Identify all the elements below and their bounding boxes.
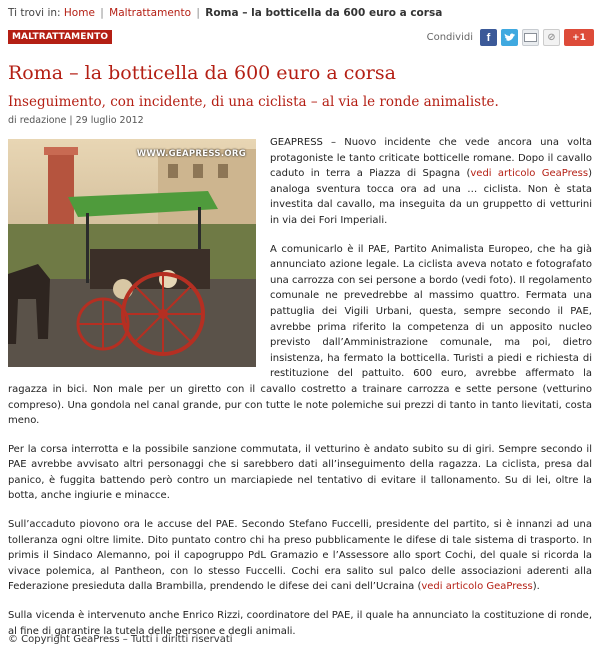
breadcrumb-separator: | xyxy=(196,7,200,19)
facebook-share-icon[interactable]: f xyxy=(480,29,497,46)
article-subtitle: Inseguimento, con incidente, di una ciclista – al via le ronde animaliste. xyxy=(8,94,499,110)
breadcrumb-prefix: Ti trovi in: xyxy=(8,7,61,19)
copyright-notice: © Copyright GeaPress – Tutti i diritti riservati xyxy=(8,634,233,645)
carriage-photo-illustration xyxy=(8,139,256,367)
category-badge[interactable]: MALTRATTAMENTO xyxy=(8,30,112,44)
share-label: Condividi xyxy=(426,32,473,43)
article-link-ucraina[interactable]: vedi articolo GeaPress xyxy=(421,581,533,593)
article-link-piazza-di-spagna[interactable]: vedi articolo GeaPress xyxy=(470,168,589,180)
paragraph-1-text-b: ) analoga sventura tocca ora ad una … ciclista. Non è stata investita dal cavallo, ma inseguita da un gruppetto di vetturini in via dei Fori Imperiali. xyxy=(270,168,592,226)
email-share-icon[interactable] xyxy=(522,29,539,46)
article-photo xyxy=(8,139,256,367)
breadcrumb xyxy=(8,7,442,19)
paragraph-5: Sulla vicenda è intervenuto anche Enrico Rizzi, coordinatore del PAE, il quale ha annunciato la costituzione di ronde, al fine di garantire la tutela delle persone e degli animali. xyxy=(8,610,592,637)
paragraph-4-text-b: ). xyxy=(532,581,540,593)
breadcrumb-current: Roma – la botticella da 600 euro a corsa xyxy=(205,7,443,19)
google-plus-button[interactable]: +1 xyxy=(564,29,594,46)
breadcrumb-separator: | xyxy=(100,7,104,19)
breadcrumb-category-link[interactable]: Maltrattamento xyxy=(109,7,191,19)
paragraph-4-text-a: Sull’accaduto piovono ora le accuse del PAE. Secondo Stefano Fuccelli, presidente del partito, si è innanzi ad una tolleranza ogni oltre limite. Dito puntato contro chi ha preso pubblicamente le difese di tale sistema di trasporto. In primis il Sindaco Alemanno, poi il capogruppo PdL Gramazio e l’Assessore allo sport Cochi, del quale si ricorda la vivace polemica, al Pantheon, con lo stesso Fuccelli. Cochi era salito sul palco delle associazioni aderenti alla Federazione presieduta dalla Brambilla, prendendo le difese dei cani dell’Ucraina ( xyxy=(8,519,592,593)
paragraph-3: Per la corsa interrotta e la possibile sanzione commutata, il vetturino è andato subito su di giri. Sempre secondo il PAE avrebbe avvisato altri personaggi che si sarebbero dati all’inseguimento della ragazza. La ciclista, presa dal panico, è fuggita battendo però contro un marciapiede nel tentativo di evitare il tallonamento. Su di lei, oltre la botta, anche ingiurie e minacce. xyxy=(8,443,592,502)
block-icon[interactable]: ⊘ xyxy=(543,29,560,46)
envelope-icon xyxy=(524,33,537,42)
photo-watermark: WWW.GEAPRESS.ORG xyxy=(136,149,246,159)
paragraph-4 xyxy=(8,517,592,595)
twitter-bird-icon xyxy=(503,32,516,43)
article-meta: di redazione | 29 luglio 2012 xyxy=(8,115,144,126)
paragraph-1-text-a: GEAPRESS – Nuovo incidente che vede ancora una volta protagoniste le tanto criticate botticelle romane. Dopo il cavallo caduto in terra a Piazza di Spagna ( xyxy=(270,137,592,180)
share-bar xyxy=(427,29,594,46)
paragraph-2: A comunicarlo è il PAE, Partito Animalista Europeo, che ha già annunciato azione legale. La ciclista aveva notato e fotografato una carrozza con sei persone a bordo (vedi foto). Il regolamento comunale ne prevedrebbe al massimo quattro. Fermata una pattuglia dei Vigili Urbani, questa, sempre secondo il PAE, avrebbe prima riferito la competenza di un apposito nucleo previsto dall’Amministrazione comunale, ma poi, dietro insistenza, ha fermato la botticella. Turisti a piedi e richiesta di restituzione del pattuito. 600 euro, avrebbe affermato la ragazza in bici. Non male per un giretto con il cavallo costretto a trainare carrozza e sette persone (vetturino compreso). Una gondola nel canal grande, pur con tutte le note polemiche sui prezzi di tanto in tanto lievitati, costa meno. xyxy=(8,243,592,427)
breadcrumb-home-link[interactable]: Home xyxy=(63,7,95,19)
twitter-share-icon[interactable] xyxy=(501,29,518,46)
article-title: Roma – la botticella da 600 euro a corsa xyxy=(8,62,396,84)
